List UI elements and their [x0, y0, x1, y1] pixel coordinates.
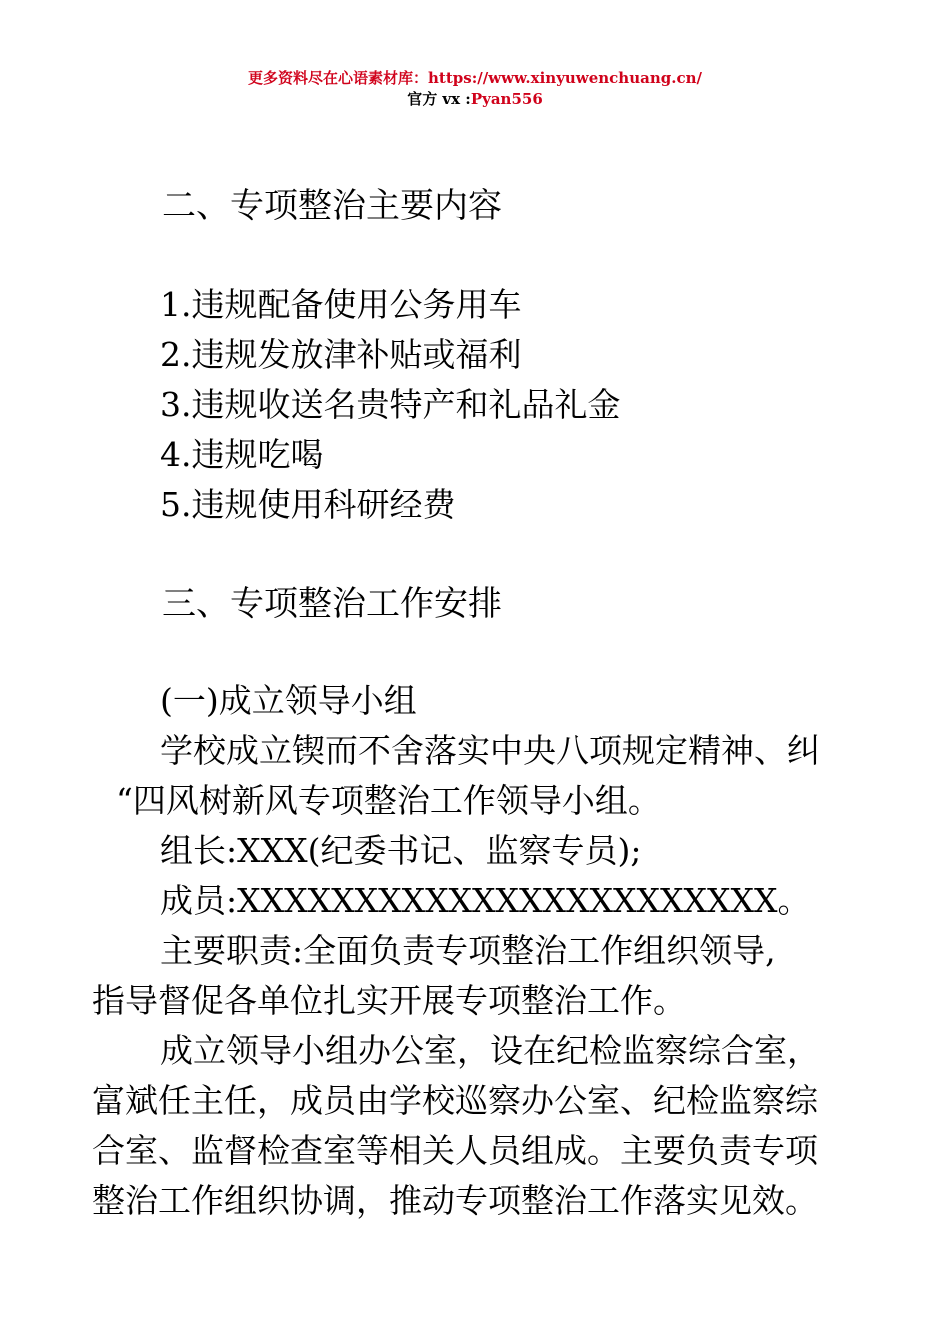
members-line: 成员:XXXXXXXXXXXXXXXXXXXXXXX。 — [160, 881, 811, 920]
paragraph-line: 指导督促各单位扎实开展专项整治工作。 — [92, 981, 686, 1020]
paragraph-line: 合室、监督检查室等相关人员组成。主要负责专项 — [92, 1131, 818, 1170]
list-item: 3.违规收送名贵特产和礼品礼金 — [160, 385, 621, 424]
paragraph-line: “四风树新风专项整治工作领导小组。 — [116, 781, 661, 820]
contact-id: Pyan556 — [470, 90, 543, 108]
paragraph-line: 主要职责:全面负责专项整治工作组织领导, — [160, 931, 776, 970]
section-3-title: 三、专项整治工作安排 — [162, 584, 502, 624]
paragraph-line: 成立领导小组办公室，设在纪检监察综合室， — [160, 1031, 820, 1070]
watermark-contact-line — [0, 90, 950, 108]
watermark-source-line: 更多资料尽在心语素材库：https://www.xinyuwenchuang.cn/ — [248, 69, 702, 87]
list-item: 1.违规配备使用公务用车 — [160, 285, 522, 324]
paragraph-line: 富斌任主任，成员由学校巡察办公室、纪检监察综 — [92, 1081, 818, 1120]
contact-label: 官方 vx : — [407, 90, 471, 108]
subsection-title: (一)成立领导小组 — [160, 681, 417, 720]
list-item: 2.违规发放津补贴或福利 — [160, 335, 522, 374]
paragraph-line: 学校成立锲而不舍落实中央八项规定精神、纠 — [160, 731, 820, 770]
leader-line: 组长:XXX(纪委书记、监察专员); — [160, 831, 642, 870]
section-2-title: 二、专项整治主要内容 — [162, 186, 502, 226]
list-item: 5.违规使用科研经费 — [160, 485, 456, 524]
list-item: 4.违规吃喝 — [160, 435, 324, 474]
paragraph-line: 整治工作组织协调，推动专项整治工作落实见效。 — [92, 1181, 818, 1220]
